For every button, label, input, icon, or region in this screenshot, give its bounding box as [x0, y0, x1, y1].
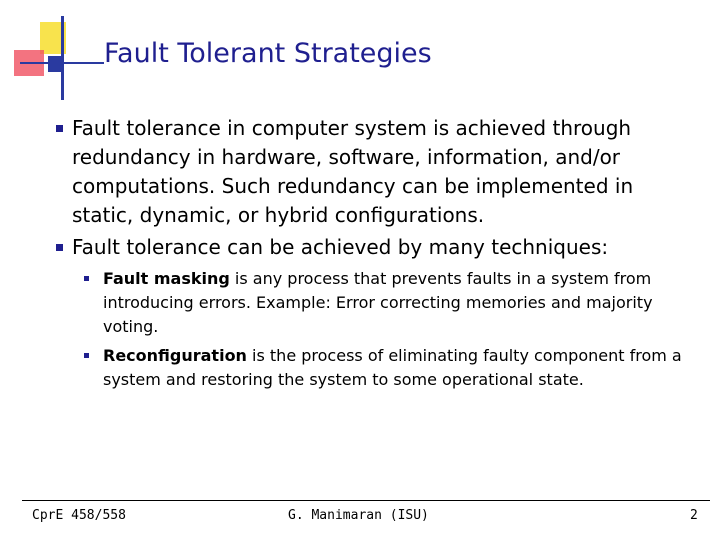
bullet-text: Fault tolerance in computer system is achieved through redundancy in hardware, software, information, and/or computations. Such redundancy can be implemented in static, dynamic, or hybrid configurations. [72, 116, 634, 227]
sub-bullet-text [103, 344, 703, 392]
bullet-text: Fault tolerance can be achieved by many techniques: [72, 235, 609, 259]
sub-bullet-text [103, 267, 703, 339]
term-label: Fault masking [103, 269, 230, 288]
footer-divider [22, 500, 710, 501]
square-bullet-icon [84, 353, 89, 358]
square-bullet-icon [84, 276, 89, 281]
page-number: 2 [690, 508, 698, 523]
decorative-logo-icon [0, 0, 110, 110]
footer-course: CprE 458/558 [32, 508, 126, 523]
square-bullet-icon [56, 244, 63, 251]
footer-author: G. Manimaran (ISU) [288, 508, 429, 523]
term-label: Reconfiguration [103, 346, 247, 365]
term-description: is the process of eliminating faulty component from a system and restoring the system to some operational state. [103, 346, 682, 389]
slide-title: Fault Tolerant Strategies [104, 38, 432, 69]
term-description: is any process that prevents faults in a system from introducing errors. Example: Error correcting memories and majority voting. [103, 269, 653, 336]
square-bullet-icon [56, 125, 63, 132]
